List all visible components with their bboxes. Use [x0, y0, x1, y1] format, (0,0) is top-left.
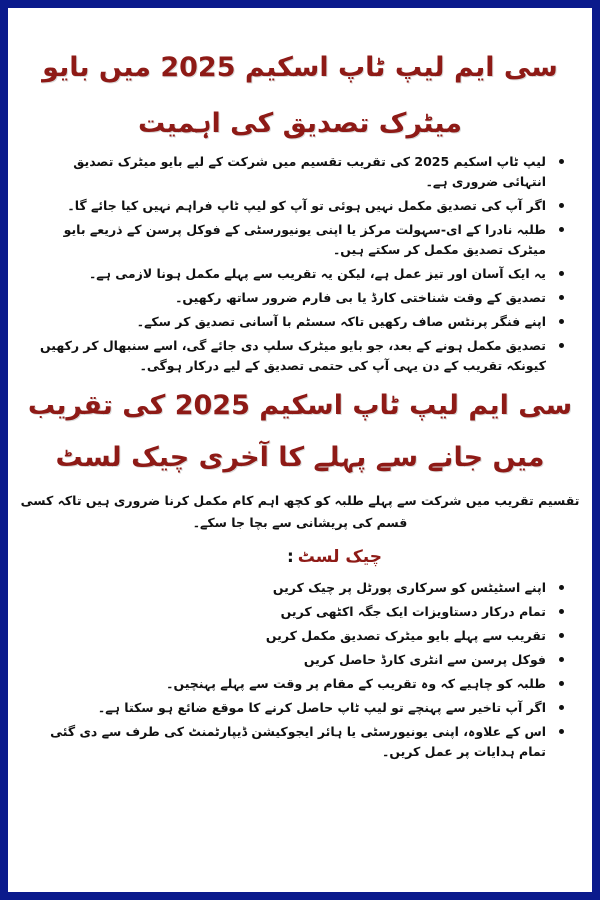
list-item: اگر آپ کی تصدیق مکمل نہیں ہوئی تو آپ کو لیپ ٹاپ فراہم نہیں کیا جائے گا۔: [28, 196, 564, 216]
list-item: تصدیق مکمل ہونے کے بعد، جو بایو میٹرک سلپ دی جائے گی، اسے سنبھال کر رکھیں کیونکہ تقریب کے دن یہی آپ کی حتمی تصدیق کے لیے درکار ہوگی۔: [28, 336, 564, 376]
list-item: طلبہ نادرا کے ای-سہولت مرکز یا اپنی یونیورسٹی کے فوکل پرسن کے ذریعے بایو میٹرک تصدیق مکمل کر سکتے ہیں۔: [28, 220, 564, 260]
list-item: لیپ ٹاپ اسکیم 2025 کی تقریب تقسیم میں شرکت کے لیے بایو میٹرک تصدیق انتہائی ضروری ہے۔: [28, 152, 564, 192]
checklist-list: [8, 578, 592, 762]
checklist-item: تقریب سے پہلے بایو میٹرک تصدیق مکمل کریں: [28, 626, 564, 646]
section-title: سی ایم لیپ ٹاپ اسکیم 2025 کی تقریب میں جانے سے پہلے کا آخری چیک لسٹ: [27, 390, 573, 473]
checklist-item: فوکل پرسن سے انٹری کارڈ حاصل کریں: [28, 650, 564, 670]
checklist-title: [8, 544, 592, 570]
checklist-item: اس کے علاوہ، اپنی یونیورسٹی یا ہائر ایجوکیشن ڈیپارٹمنٹ کی طرف سے دی گئی تمام ہدایات پر عمل کریں۔: [28, 722, 564, 762]
main-title: سی ایم لیپ ٹاپ اسکیم 2025 میں بایو میٹرک تصدیق کی اہمیت: [42, 52, 558, 139]
checklist-item: طلبہ کو چاہیے کہ وہ تقریب کے مقام پر وقت سے پہلے پہنچیں۔: [28, 674, 564, 694]
checklist-item: اگر آپ تاخیر سے پہنچے تو لیپ ٹاپ حاصل کرنے کا موقع ضائع ہو سکتا ہے۔: [28, 698, 564, 718]
checklist-title-colon: :: [286, 547, 294, 567]
list-item: یہ ایک آسان اور تیز عمل ہے، لیکن یہ تقریب سے پہلے مکمل ہونا لازمی ہے۔: [28, 264, 564, 284]
article-card: [8, 8, 592, 892]
list-item: اپنے فنگر پرنٹس صاف رکھیں تاکہ سسٹم با آسانی تصدیق کر سکے۔: [28, 312, 564, 332]
importance-list: [8, 152, 592, 376]
checklist-title-text: چیک لسٹ: [297, 547, 382, 567]
checklist-item: تمام درکار دستاویزات ایک جگہ اکٹھی کریں: [28, 602, 564, 622]
checklist-item: اپنے اسٹیٹس کو سرکاری پورٹل پر چیک کریں: [28, 578, 564, 598]
list-item: تصدیق کے وقت شناختی کارڈ یا بی فارم ضرور ساتھ رکھیں۔: [28, 288, 564, 308]
intro-text: تقسیم تقریب میں شرکت سے پہلے طلبہ کو کچھ اہم کام مکمل کرنا ضروری ہیں تاکہ کسی قسم کی پریشانی سے بچا جا سکے۔: [20, 493, 580, 530]
